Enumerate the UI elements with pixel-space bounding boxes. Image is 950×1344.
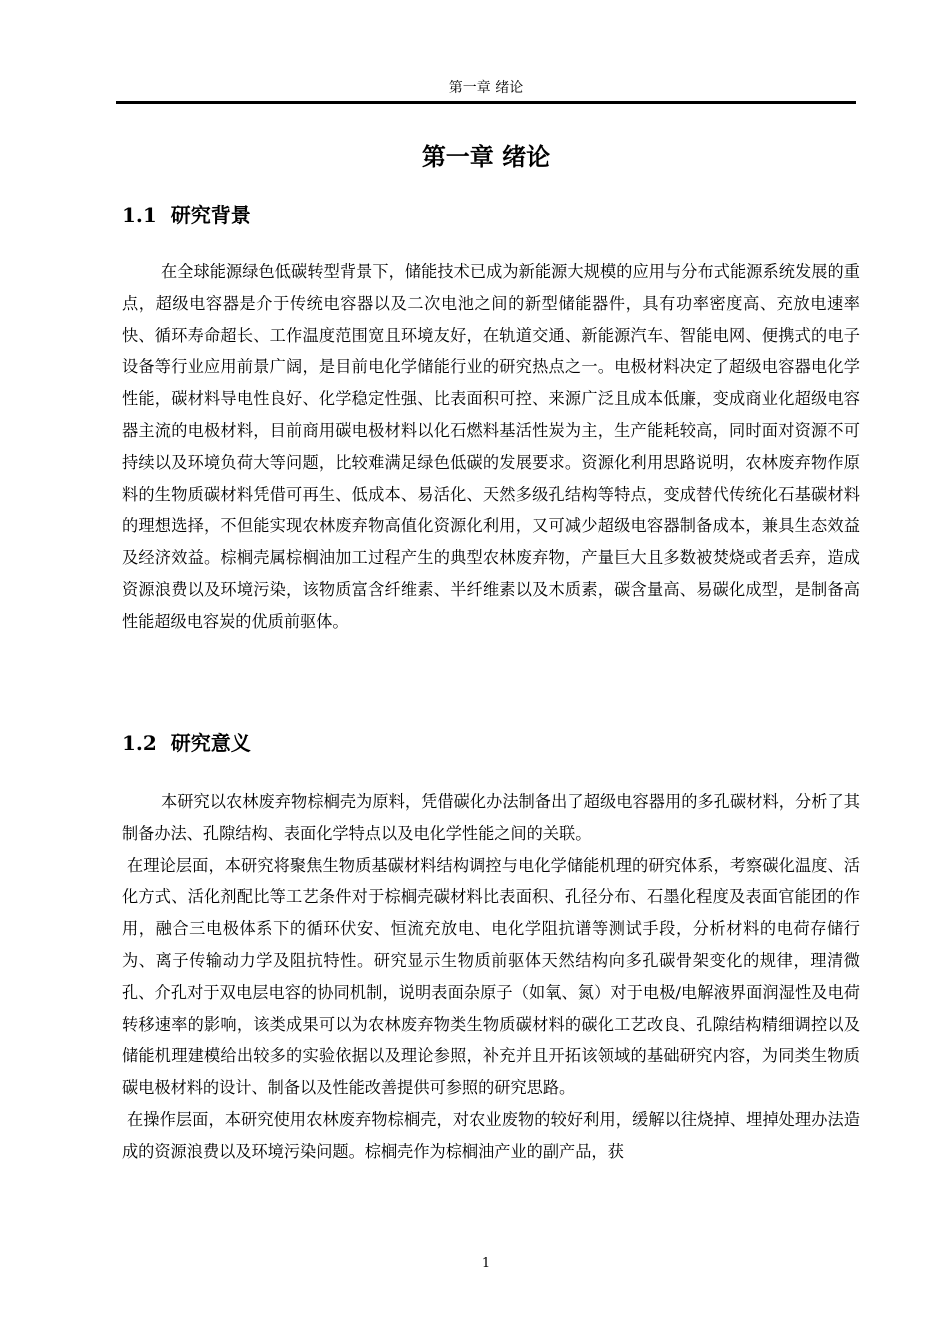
- section-1-2-body: [122, 786, 860, 1168]
- paragraph: 在全球能源绿色低碳转型背景下，储能技术已成为新能源大规模的应用与分布式能源系统发展的重点，超级电容器是介于传统电容器以及二次电池之间的新型储能器件，具有功率密度高、充放电速率快、循环寿命超长、工作温度范围宽且环境友好，在轨道交通、新能源汽车、智能电网、便携式的电子设备等行业应用前景广阔，是目前电化学储能行业的研究热点之一。电极材料决定了超级电容器电化学性能，碳材料导电性良好、化学稳定性强、比表面积可控、来源广泛且成本低廉，变成商业化超级电容器主流的电极材料，目前商用碳电极材料以化石燃料基活性炭为主，生产能耗较高，同时面对资源不可持续以及环境负荷大等问题，比较难满足绿色低碳的发展要求。资源化利用思路说明，农林废弃物作原料的生物质碳材料凭借可再生、低成本、易活化、天然多级孔结构等特点，变成替代传统化石基碳材料的理想选择，不但能实现农林废弃物高值化资源化利用，又可减少超级电容器制备成本，兼具生态效益及经济效益。棕榈壳属棕榈油加工过程产生的典型农林废弃物，产量巨大且多数被焚烧或者丢弃，造成资源浪费以及环境污染，该物质富含纤维素、半纤维素以及木质素，碳含量高、易碳化成型，是制备高性能超级电容炭的优质前驱体。: [122, 262, 860, 631]
- section-heading-1-1: [122, 200, 251, 230]
- section-heading-1-2: [122, 728, 251, 758]
- paragraph: 在理论层面，本研究将聚焦生物质基碳材料结构调控与电化学储能机理的研究体系，考察碳化温度、活化方式、活化剂配比等工艺条件对于棕榈壳碳材料比表面积、孔径分布、石墨化程度及表面官能团的作用，融合三电极体系下的循环伏安、恒流充放电、电化学阻抗谱等测试手段，分析材料的电荷存储行为、离子传输动力学及阻抗特性。研究显示生物质前驱体天然结构向多孔碳骨架变化的规律，理清微孔、介孔对于双电层电容的协同机制，说明表面杂原子（如氧、氮）对于电极/电解液界面润湿性及电荷转移速率的影响，该类成果可以为农林废弃物类生物质碳材料的碳化工艺改良、孔隙结构精细调控以及储能机理建模给出较多的实验依据以及理论参照，补充并且开拓该领域的基础研究内容，为同类生物质碳电极材料的设计、制备以及性能改善提供可参照的研究思路。: [122, 855, 860, 1098]
- header-rule: [116, 101, 856, 104]
- section-title: 研究背景: [170, 203, 251, 227]
- section-number: 1.1: [122, 203, 157, 227]
- paragraph: 在操作层面，本研究使用农林废弃物棕榈壳，对农业废物的较好利用，缓解以往烧掉、埋掉处理办法造成的资源浪费以及环境污染问题。棕榈壳作为棕榈油产业的副产品，获: [122, 1109, 860, 1161]
- section-number: 1.2: [122, 731, 157, 755]
- running-header: 第一章 绪论: [448, 80, 524, 96]
- chapter-title: 第一章 绪论: [421, 142, 551, 171]
- section-1-1-body: [122, 256, 860, 638]
- paragraph: 本研究以农林废弃物棕榈壳为原料，凭借碳化办法制备出了超级电容器用的多孔碳材料，分析了其制备办法、孔隙结构、表面化学特点以及电化学性能之间的关联。: [122, 792, 860, 843]
- section-title: 研究意义: [170, 731, 251, 755]
- page-number: 1: [481, 1256, 491, 1271]
